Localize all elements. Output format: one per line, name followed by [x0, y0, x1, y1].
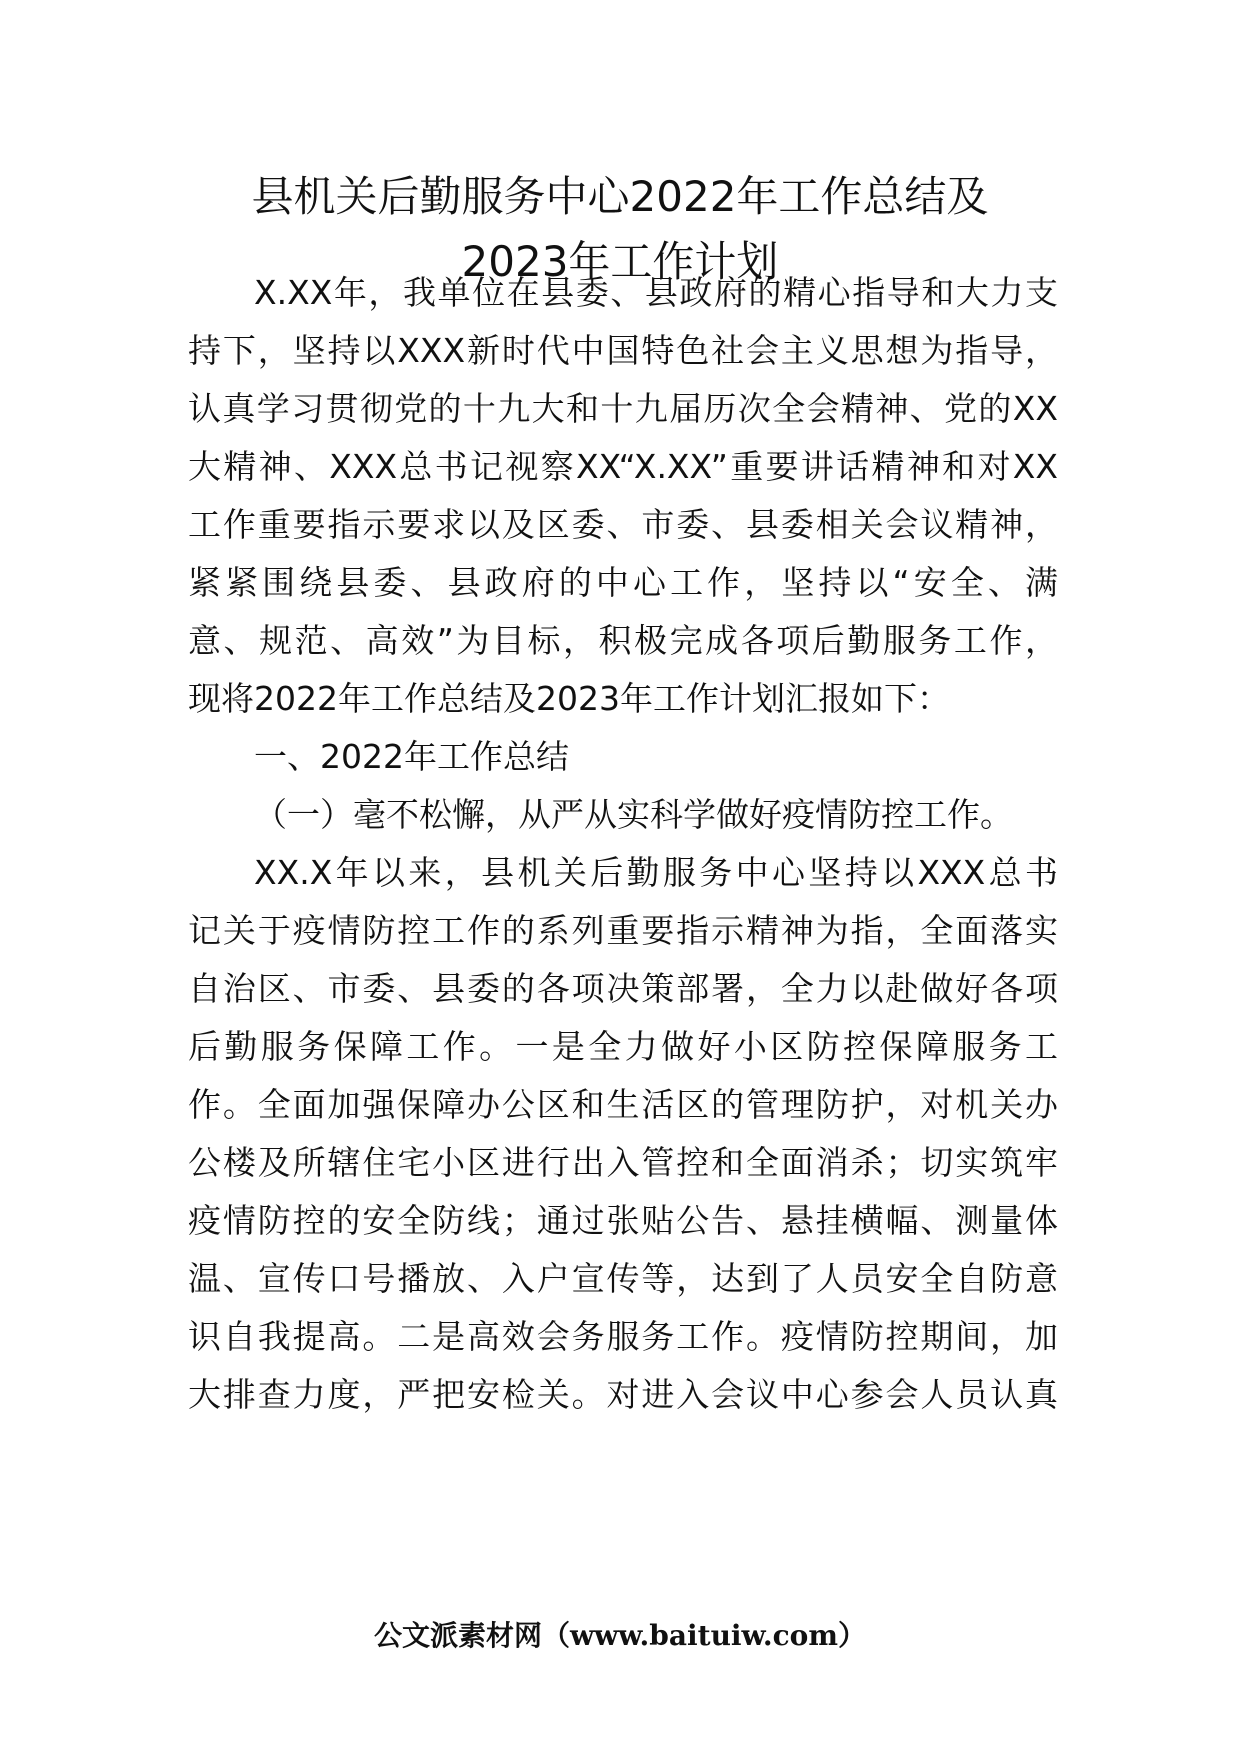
body-line: 大精神、XXX总书记视察XX“X.XX”重要讲话精神和对XX: [188, 447, 1058, 486]
body-line: 作。全面加强保障办公区和生活区的管理防护，对机关办: [188, 1085, 1058, 1124]
body-line: 持下，坚持以XXX新时代中国特色社会主义思想为指导，: [188, 331, 1058, 370]
subsection-heading: （一）毫不松懈，从严从实科学做好疫情防控工作。: [254, 795, 1013, 834]
document-title-line-1: 县机关后勤服务中心2022年工作总结及: [251, 172, 989, 221]
body-line: 后勤服务保障工作。一是全力做好小区防控保障服务工: [188, 1027, 1058, 1066]
footer-watermark-text: 公文派素材网（www.baituiw.com）: [374, 1619, 866, 1652]
body-line: 大排查力度，严把安检关。对进入会议中心参会人员认真: [188, 1375, 1058, 1414]
body-line: X.XX年，我单位在县委、县政府的精心指导和大力支: [254, 273, 1058, 312]
body-line: 自治区、市委、县委的各项决策部署，全力以赴做好各项: [188, 969, 1058, 1008]
body-line: 现将2022年工作总结及2023年工作计划汇报如下：: [188, 679, 950, 718]
body-line: 记关于疫情防控工作的系列重要指示精神为指，全面落实: [188, 911, 1058, 950]
body-line: 紧紧围绕县委、县政府的中心工作，坚持以“安全、满: [188, 563, 1058, 602]
body-line: 意、规范、高效”为目标，积极完成各项后勤服务工作，: [188, 621, 1058, 660]
body-line: 识自我提高。二是高效会务服务工作。疫情防控期间，加: [188, 1317, 1058, 1356]
body-line: 疫情防控的安全防线；通过张贴公告、悬挂横幅、测量体: [188, 1201, 1058, 1240]
body-line: XX.X年以来，县机关后勤服务中心坚持以XXX总书: [254, 853, 1058, 892]
section-heading: 一、2022年工作总结: [254, 737, 569, 776]
body-line: 公楼及所辖住宅小区进行出入管控和全面消杀；切实筑牢: [188, 1143, 1058, 1182]
body-line: 温、宣传口号播放、入户宣传等，达到了人员安全自防意: [188, 1259, 1058, 1298]
body-line: 工作重要指示要求以及区委、市委、县委相关会议精神，: [188, 505, 1058, 544]
document-title-line-2: 2023年工作计划: [461, 237, 779, 286]
body-line: 认真学习贯彻党的十九大和十九届历次全会精神、党的XX: [188, 389, 1058, 428]
